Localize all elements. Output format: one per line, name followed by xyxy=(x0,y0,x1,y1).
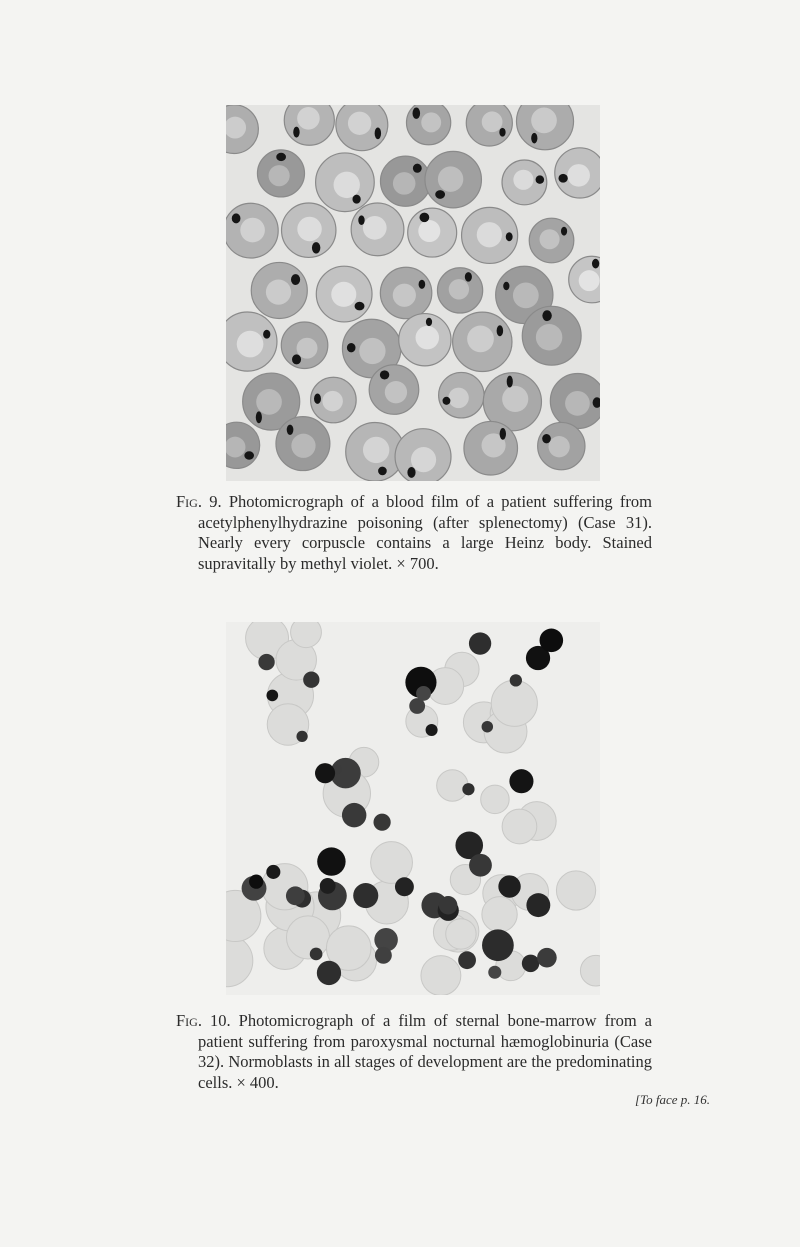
facing-page-text: [To face p. 16. xyxy=(635,1092,710,1107)
cell-pallor xyxy=(269,165,290,186)
faint-cell xyxy=(437,770,468,801)
figure-10-caption xyxy=(176,1011,652,1093)
cell-pallor xyxy=(256,389,282,415)
figure-9-photomicrograph xyxy=(226,105,600,481)
normoblast-nucleus xyxy=(258,654,274,670)
cell-pallor xyxy=(567,164,590,187)
figure-9-caption-text: Photomicrograph of a blood film of a patient suffering from acetylphenylhydrazine poisoning (after splenectomy) (Case 31). Nearly every corpuscle contains a large Heinz body. Stained supravitally by methyl violet. × 700. xyxy=(198,492,652,573)
normoblast-nucleus xyxy=(522,955,540,973)
cell-pallor xyxy=(531,108,557,134)
heinz-body xyxy=(465,272,472,282)
heinz-body xyxy=(506,232,513,241)
heinz-body xyxy=(380,370,389,379)
normoblast-nucleus xyxy=(375,947,392,964)
heinz-body xyxy=(292,354,301,364)
heinz-body xyxy=(312,242,320,253)
heinz-body xyxy=(378,467,387,476)
heinz-body xyxy=(314,393,321,403)
heinz-body xyxy=(413,164,422,173)
normoblast-nucleus xyxy=(310,948,323,961)
cell-pallor xyxy=(266,279,291,304)
normoblast-nucleus xyxy=(537,948,557,968)
faint-cell xyxy=(491,680,537,726)
heinz-body xyxy=(558,174,567,183)
figure-9-caption xyxy=(176,492,652,574)
cell-pallor xyxy=(565,391,590,416)
faint-cell xyxy=(502,809,537,844)
heinz-body xyxy=(347,343,356,352)
normoblast-nucleus xyxy=(510,674,522,686)
cell-pallor xyxy=(359,338,385,364)
heinz-body xyxy=(232,213,241,223)
faint-cell xyxy=(446,919,476,949)
normoblast-nucleus xyxy=(540,629,564,653)
normoblast-nucleus xyxy=(482,721,493,732)
normoblast-nucleus xyxy=(353,883,378,908)
normoblast-nucleus xyxy=(416,686,431,701)
blood-film-image xyxy=(226,105,600,481)
heinz-body xyxy=(499,128,505,137)
normoblast-nucleus xyxy=(439,896,457,914)
heinz-body xyxy=(291,274,300,285)
cell-pallor xyxy=(513,170,533,190)
cell-pallor xyxy=(297,107,320,130)
normoblast-nucleus xyxy=(509,769,533,793)
heinz-body xyxy=(542,310,551,321)
cell-pallor xyxy=(334,172,360,198)
cell-pallor xyxy=(579,270,600,291)
cell-pallor xyxy=(540,229,560,249)
normoblast-nucleus xyxy=(286,886,305,905)
cell-pallor xyxy=(549,436,570,457)
cell-pallor xyxy=(477,222,502,247)
heinz-body xyxy=(435,190,445,199)
heinz-body xyxy=(536,175,545,183)
heinz-body xyxy=(561,227,567,236)
faint-cell xyxy=(286,916,329,959)
normoblast-nucleus xyxy=(469,632,491,654)
normoblast-nucleus xyxy=(249,875,263,889)
cell-pallor xyxy=(237,331,264,358)
normoblast-nucleus xyxy=(266,690,278,702)
cell-pallor xyxy=(513,283,539,309)
normoblast-nucleus xyxy=(498,875,520,897)
normoblast-nucleus xyxy=(458,951,476,969)
cell-pallor xyxy=(467,326,494,353)
cell-pallor xyxy=(297,338,318,359)
heinz-body xyxy=(592,259,599,269)
cell-pallor xyxy=(331,282,356,307)
cell-pallor xyxy=(363,216,387,240)
heinz-body xyxy=(503,282,509,291)
cell-pallor xyxy=(536,324,562,350)
heinz-body xyxy=(500,428,506,440)
cell-pallor xyxy=(393,284,416,307)
cell-pallor xyxy=(421,112,441,132)
cell-pallor xyxy=(416,326,440,350)
normoblast-nucleus xyxy=(317,847,345,875)
faint-cell xyxy=(421,956,461,995)
heinz-body xyxy=(375,127,381,139)
figure-9-label: Fig. 9. xyxy=(176,492,222,511)
heinz-body xyxy=(426,318,432,326)
heinz-body xyxy=(358,215,364,225)
bone-marrow-image xyxy=(226,622,600,995)
heinz-body xyxy=(443,397,451,405)
cell-pallor xyxy=(438,166,463,191)
normoblast-nucleus xyxy=(526,893,550,917)
normoblast-nucleus xyxy=(482,929,514,961)
facing-page-note xyxy=(560,1092,710,1108)
cell-pallor xyxy=(449,279,469,299)
heinz-body xyxy=(507,376,513,388)
faint-cell xyxy=(371,842,413,884)
heinz-body xyxy=(293,127,299,138)
normoblast-nucleus xyxy=(488,966,501,979)
normoblast-nucleus xyxy=(317,961,341,985)
normoblast-nucleus xyxy=(342,803,366,827)
heinz-body xyxy=(276,153,286,161)
cell-pallor xyxy=(297,217,321,241)
cell-pallor xyxy=(448,388,468,408)
figure-10-label: Fig. 10. xyxy=(176,1011,231,1030)
cell-pallor xyxy=(411,447,436,472)
heinz-body xyxy=(542,434,551,443)
cell-pallor xyxy=(240,218,265,243)
normoblast-nucleus xyxy=(320,878,336,894)
normoblast-nucleus xyxy=(426,724,438,736)
heinz-body xyxy=(244,451,254,459)
heinz-body xyxy=(419,280,426,289)
heinz-body xyxy=(352,195,360,204)
normoblast-nucleus xyxy=(462,783,474,795)
heinz-body xyxy=(355,302,365,311)
figure-10-caption-text: Photomicrograph of a film of sternal bone-marrow from a patient suffering from paroxysmal nocturnal hæmoglobinuria (Case 32). Normoblasts in all stages of development are the predominating cells. × 400. xyxy=(198,1011,653,1092)
faint-cell xyxy=(556,871,595,910)
heinz-body xyxy=(497,325,504,336)
heinz-body xyxy=(413,108,421,119)
normoblast-nucleus xyxy=(395,877,414,896)
normoblast-nucleus xyxy=(303,672,319,688)
figure-10-photomicrograph xyxy=(226,622,600,995)
cell-pallor xyxy=(385,381,407,403)
cell-pallor xyxy=(418,220,440,242)
heinz-body xyxy=(263,330,270,339)
heinz-body xyxy=(256,411,262,423)
faint-cell xyxy=(291,622,322,648)
heinz-body xyxy=(287,425,294,435)
faint-cell xyxy=(481,785,509,813)
faint-cell xyxy=(482,897,517,932)
cell-pallor xyxy=(363,437,389,463)
cell-pallor xyxy=(482,111,503,132)
normoblast-nucleus xyxy=(266,865,280,879)
heinz-body xyxy=(407,467,415,478)
cell-pallor xyxy=(502,386,528,412)
normoblast-nucleus xyxy=(315,763,335,783)
normoblast-nucleus xyxy=(296,731,307,742)
normoblast-nucleus xyxy=(469,854,492,877)
heinz-body xyxy=(531,133,537,144)
cell-pallor xyxy=(393,172,416,195)
normoblast-nucleus xyxy=(373,814,390,831)
heinz-body xyxy=(419,213,429,222)
cell-pallor xyxy=(348,112,371,135)
cell-pallor xyxy=(322,391,343,412)
cell-pallor xyxy=(291,434,315,458)
